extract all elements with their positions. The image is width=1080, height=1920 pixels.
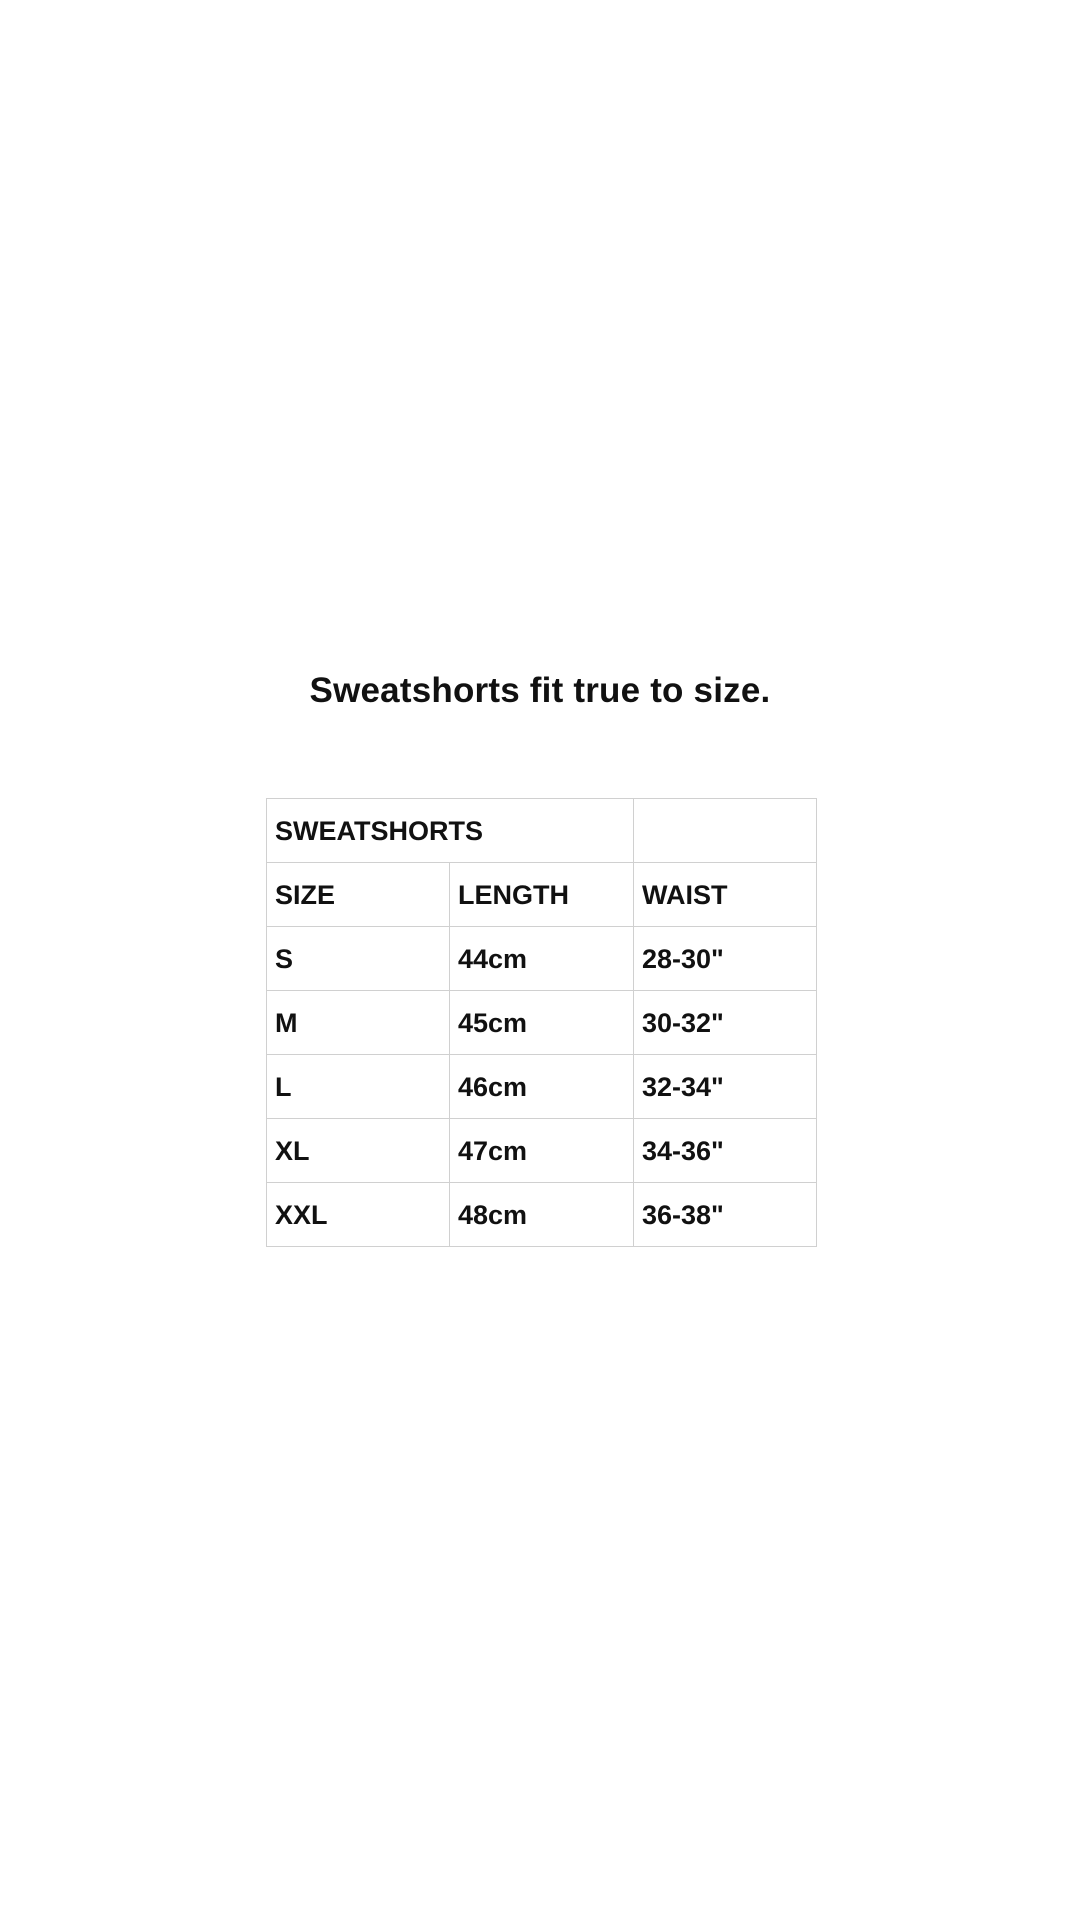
page-title: Sweatshorts fit true to size. bbox=[309, 671, 771, 710]
column-header-length: LENGTH bbox=[450, 863, 634, 927]
table-header-row bbox=[267, 863, 817, 927]
waist-cell: 28-30" bbox=[634, 927, 817, 991]
table-row bbox=[267, 1119, 817, 1183]
length-cell: 44cm bbox=[450, 927, 634, 991]
waist-cell: 30-32" bbox=[634, 991, 817, 1055]
size-cell: S bbox=[267, 927, 450, 991]
waist-cell: 36-38" bbox=[634, 1183, 817, 1247]
column-header-waist: WAIST bbox=[634, 863, 817, 927]
waist-cell: 34-36" bbox=[634, 1119, 817, 1183]
waist-cell: 32-34" bbox=[634, 1055, 817, 1119]
size-chart-table bbox=[266, 798, 817, 1247]
length-cell: 46cm bbox=[450, 1055, 634, 1119]
size-cell: XXL bbox=[267, 1183, 450, 1247]
table-title-row bbox=[267, 799, 817, 863]
table-row bbox=[267, 991, 817, 1055]
table-row bbox=[267, 1183, 817, 1247]
empty-cell bbox=[634, 799, 817, 863]
length-cell: 47cm bbox=[450, 1119, 634, 1183]
table-title-cell: SWEATSHORTS bbox=[267, 799, 634, 863]
table-row bbox=[267, 1055, 817, 1119]
table-row bbox=[267, 927, 817, 991]
size-cell: XL bbox=[267, 1119, 450, 1183]
column-header-size: SIZE bbox=[267, 863, 450, 927]
length-cell: 48cm bbox=[450, 1183, 634, 1247]
size-cell: M bbox=[267, 991, 450, 1055]
length-cell: 45cm bbox=[450, 991, 634, 1055]
size-cell: L bbox=[267, 1055, 450, 1119]
